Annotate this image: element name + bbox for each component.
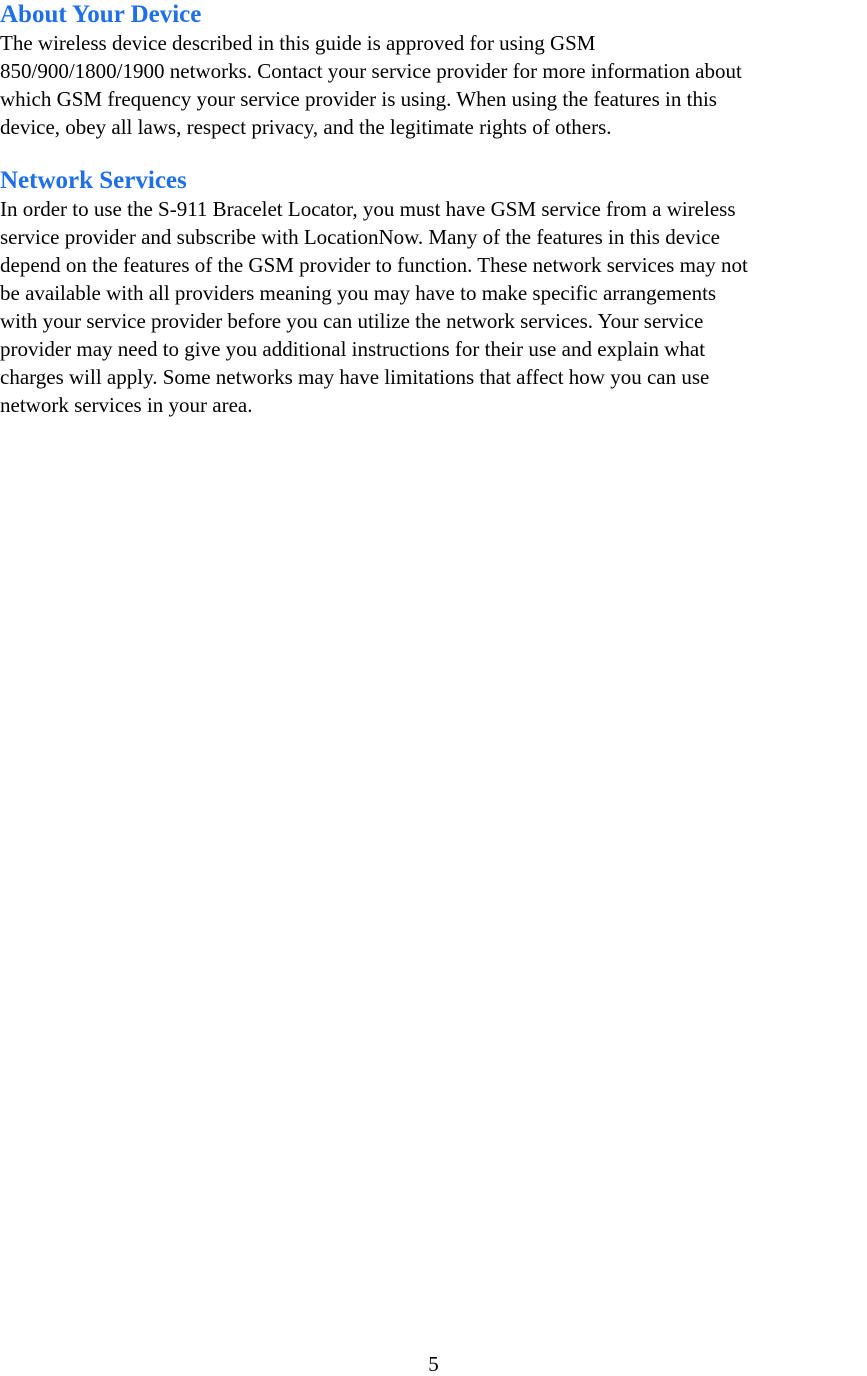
paragraph-line: The wireless device described in this guide is approved for using GSM xyxy=(0,31,596,55)
section-heading: About Your Device xyxy=(0,1,202,28)
paragraph-line: be available with all providers meaning you may have to make specific arrangements xyxy=(0,281,717,305)
paragraph-line: network services in your area. xyxy=(0,393,253,417)
page-number: 5 xyxy=(428,1352,439,1376)
paragraph-line: service provider and subscribe with LocationNow. Many of the features in this device xyxy=(0,225,720,249)
paragraph-line: In order to use the S-911 Bracelet Locator, you must have GSM service from a wireless xyxy=(0,197,736,221)
section-paragraph xyxy=(0,29,867,141)
paragraph-line: with your service provider before you can utilize the network services. Your service xyxy=(0,309,704,333)
paragraph-line: which GSM frequency your service provider is using. When using the features in this xyxy=(0,87,717,111)
paragraph-line: provider may need to give you additional instructions for their use and explain what xyxy=(0,337,706,361)
paragraph-line: depend on the features of the GSM provider to function. These network services may not xyxy=(0,253,748,277)
section-network-services xyxy=(0,166,867,419)
section-paragraph xyxy=(0,195,867,419)
paragraph-line: charges will apply. Some networks may have limitations that affect how you can use xyxy=(0,365,710,389)
section-heading: Network Services xyxy=(0,167,187,194)
paragraph-line: 850/900/1800/1900 networks. Contact your service provider for more information about xyxy=(0,59,742,83)
section-about-your-device xyxy=(0,0,867,141)
paragraph-line: device, obey all laws, respect privacy, and the legitimate rights of others. xyxy=(0,115,612,139)
